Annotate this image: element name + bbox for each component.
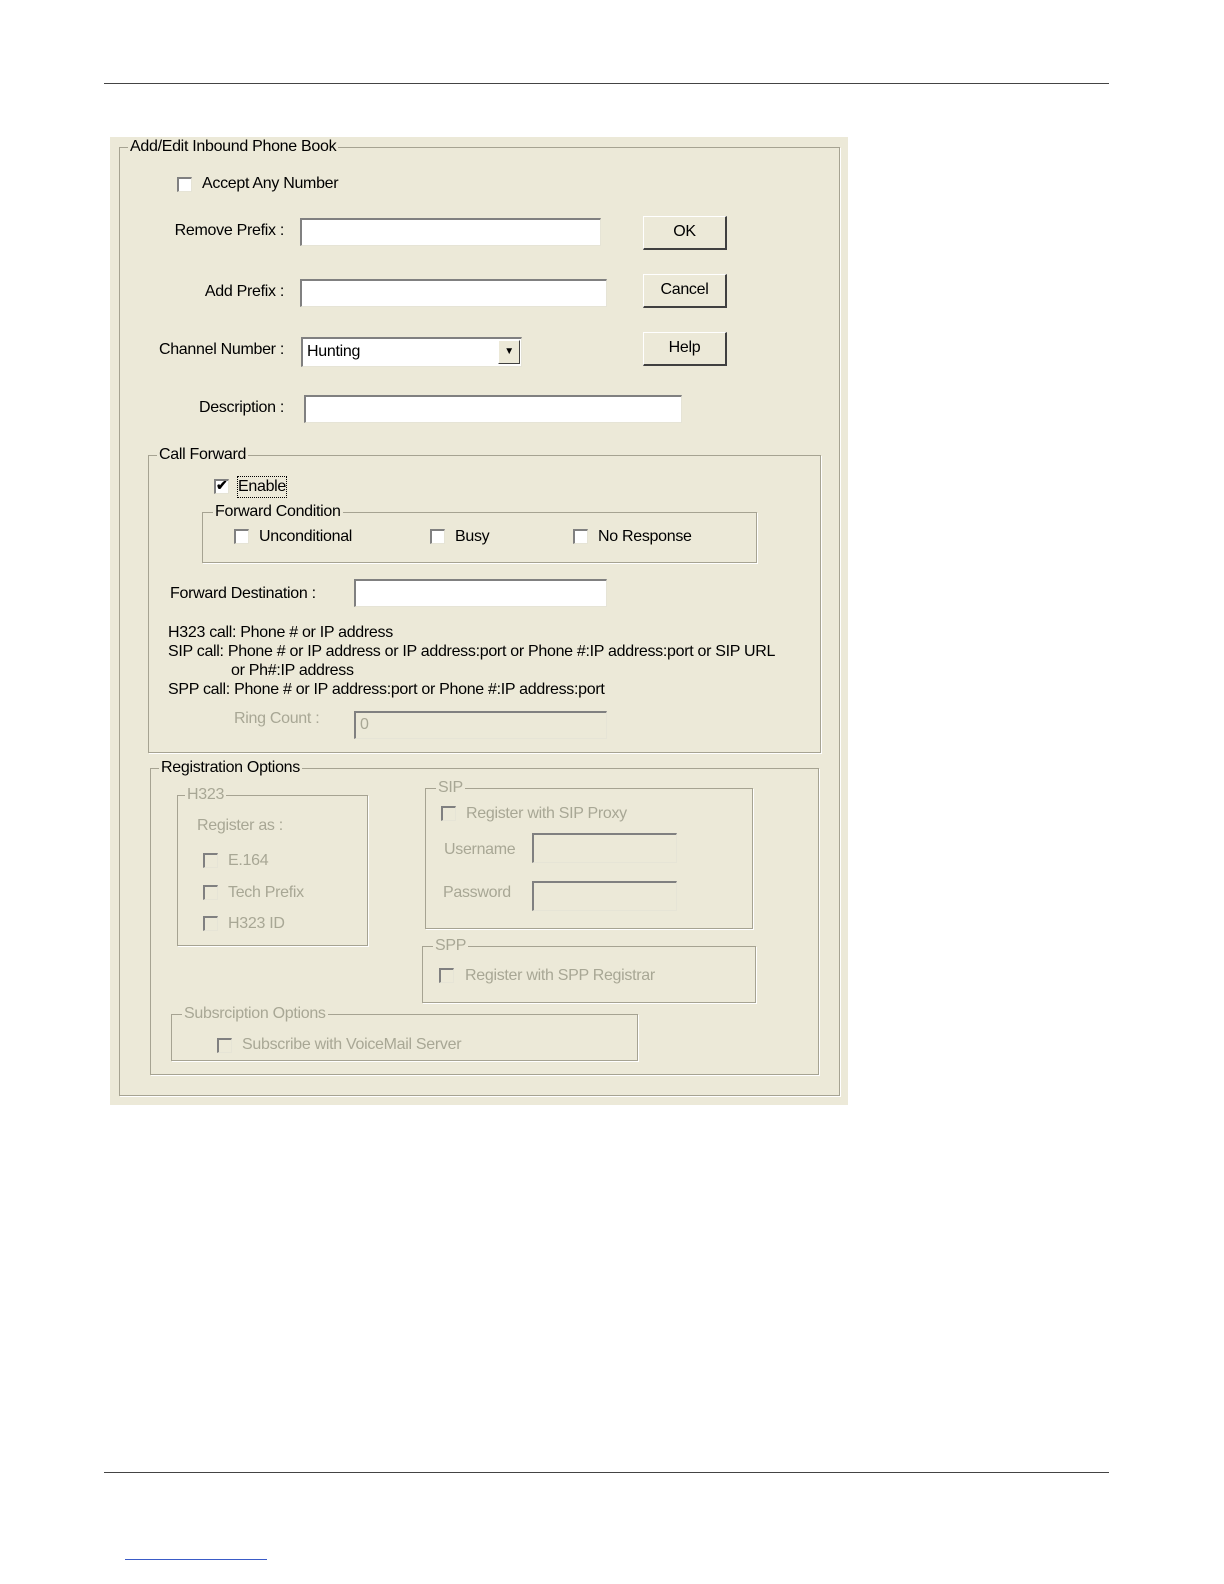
- h323-help-text: H323 call: Phone # or IP address: [168, 624, 393, 641]
- call-forward-title: Call Forward: [159, 446, 247, 463]
- h323-id-label[interactable]: H323 ID: [228, 915, 285, 932]
- check-icon: ✔: [216, 477, 228, 493]
- add-prefix-label: Add Prefix :: [204, 283, 284, 300]
- subscription-options-title: Subsrciption Options: [184, 1005, 326, 1022]
- inbound-phone-book-dialog: [110, 137, 848, 1105]
- dialog-title: Add/Edit Inbound Phone Book: [130, 138, 337, 155]
- ring-count-label: Ring Count :: [234, 710, 320, 727]
- remove-prefix-label: Remove Prefix :: [174, 222, 284, 239]
- help-button[interactable]: Help: [643, 332, 727, 366]
- register-sip-proxy-label[interactable]: Register with SIP Proxy: [466, 805, 627, 822]
- forward-destination-input[interactable]: [354, 579, 607, 607]
- ring-count-value: 0: [360, 716, 369, 733]
- accept-any-number-checkbox[interactable]: [177, 177, 192, 192]
- accept-any-number-label[interactable]: Accept Any Number: [202, 175, 339, 192]
- spp-help-text: SPP call: Phone # or IP address:port or Phone #:IP address:port: [168, 681, 605, 698]
- register-spp-registrar-checkbox[interactable]: [439, 968, 454, 983]
- h323-title: H323: [187, 786, 225, 803]
- channel-number-select[interactable]: [301, 337, 522, 367]
- add-prefix-input[interactable]: [300, 279, 607, 307]
- sip-help-text: SIP call: Phone # or IP address or IP address:port or Phone #:IP address:port or SIP URL: [168, 643, 776, 660]
- unconditional-label[interactable]: Unconditional: [259, 528, 353, 545]
- enable-label[interactable]: Enable: [238, 478, 287, 495]
- channel-number-value: Hunting: [307, 343, 361, 360]
- tech-prefix-label[interactable]: Tech Prefix: [228, 884, 304, 901]
- e164-label[interactable]: E.164: [228, 852, 269, 869]
- ok-button[interactable]: OK: [643, 216, 727, 250]
- header-rule: [104, 83, 1109, 84]
- h323-id-checkbox[interactable]: [203, 916, 218, 931]
- channel-number-label: Channel Number :: [158, 341, 284, 358]
- no-response-label[interactable]: No Response: [598, 528, 692, 545]
- registration-options-title: Registration Options: [161, 759, 300, 776]
- sip-title: SIP: [438, 779, 463, 796]
- sip-username-label: Username: [444, 841, 516, 858]
- footer-rule: [104, 1472, 1109, 1473]
- chevron-down-icon[interactable]: ▼: [498, 340, 520, 364]
- busy-checkbox[interactable]: [430, 529, 445, 544]
- sip-username-input[interactable]: [532, 833, 677, 863]
- no-response-checkbox[interactable]: [573, 529, 588, 544]
- description-input[interactable]: [304, 395, 682, 423]
- description-label: Description :: [198, 399, 284, 416]
- cancel-button[interactable]: Cancel: [643, 274, 727, 308]
- spp-title: SPP: [435, 937, 467, 954]
- ring-count-input[interactable]: [354, 711, 607, 739]
- remove-prefix-input[interactable]: [300, 218, 601, 246]
- e164-checkbox[interactable]: [203, 853, 218, 868]
- unconditional-checkbox[interactable]: [234, 529, 249, 544]
- busy-label[interactable]: Busy: [455, 528, 490, 545]
- voicemail-checkbox[interactable]: [217, 1038, 232, 1053]
- forward-condition-title: Forward Condition: [215, 503, 341, 520]
- enable-checkbox[interactable]: [214, 479, 229, 494]
- tech-prefix-checkbox[interactable]: [203, 885, 218, 900]
- sip-password-input[interactable]: [532, 881, 677, 911]
- voicemail-label[interactable]: Subscribe with VoiceMail Server: [242, 1036, 462, 1053]
- register-as-label: Register as :: [197, 817, 283, 834]
- footer-link-underline: [125, 1559, 267, 1560]
- sip-password-label: Password: [443, 884, 511, 901]
- register-sip-proxy-checkbox[interactable]: [441, 806, 456, 821]
- sip-help-text-cont: or Ph#:IP address: [231, 662, 354, 679]
- register-spp-registrar-label[interactable]: Register with SPP Registrar: [465, 967, 655, 984]
- forward-destination-label: Forward Destination :: [170, 585, 316, 602]
